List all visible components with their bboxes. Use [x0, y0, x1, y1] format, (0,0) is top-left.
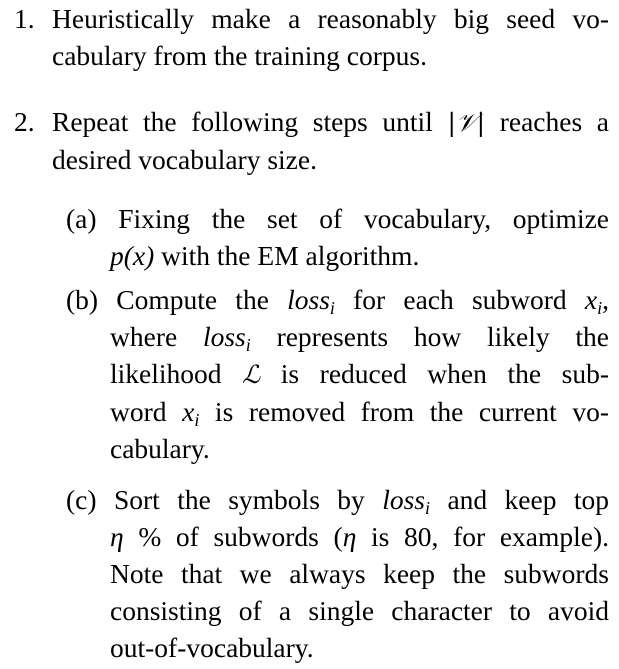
- sub-b-label: (b): [66, 284, 99, 315]
- px-math: p(x): [110, 240, 155, 271]
- list-item-1: [14, 0, 609, 74]
- sub-b-line-3: likelihood ℒ is reduced when the sub-: [110, 358, 609, 389]
- sub-b-line-1: (b) Compute the loss$_i$ for each subword $x_i$,: [66, 284, 609, 318]
- sub-c-line-3: Note that we always keep the subwords: [110, 558, 609, 589]
- sub-c-line-2: η % of subwords (η is 80, for example).: [110, 521, 609, 552]
- sub-b-line-2: where loss$_i$ represents how likely the: [110, 321, 609, 355]
- sub-c-line-4: consisting of a single character to avoid: [110, 595, 609, 626]
- item-2-number: 2.: [14, 106, 35, 137]
- sub-item-a: [66, 200, 609, 274]
- sub-a-line-1: (a) Fixing the set of vocabulary, optimize: [66, 203, 609, 234]
- item-1-line-2: cabulary from the training corpus.: [52, 40, 427, 71]
- list-item-2: [14, 103, 609, 178]
- sub-c-label: (c): [66, 484, 97, 515]
- likelihood-math: ℒ: [242, 360, 261, 389]
- sub-b-line-5: cabulary.: [110, 433, 210, 464]
- sub-item-c: [66, 481, 609, 666]
- sub-b-line-4: word $x_i$ is removed from the current vo-: [110, 396, 609, 430]
- item-2-line-2: desired vocabulary size.: [52, 144, 317, 175]
- sub-a-label: (a): [66, 203, 97, 234]
- item-1-number: 1.: [14, 3, 35, 34]
- vocab-set-math: |𝒱|: [447, 108, 486, 137]
- item-1-line-1: 1. Heuristically make a reasonably big seed vo-: [14, 0, 609, 37]
- sub-c-line-1: (c) Sort the symbols by loss$_i$ and keep top: [66, 484, 610, 518]
- sub-a-line-2: p(x) with the EM algorithm.: [110, 240, 420, 271]
- sub-item-b: [66, 281, 609, 467]
- sub-c-line-5: out-of-vocabulary.: [110, 632, 314, 663]
- item-2-line-1: 2. Repeat the following steps until |𝒱| reaches a: [14, 103, 609, 141]
